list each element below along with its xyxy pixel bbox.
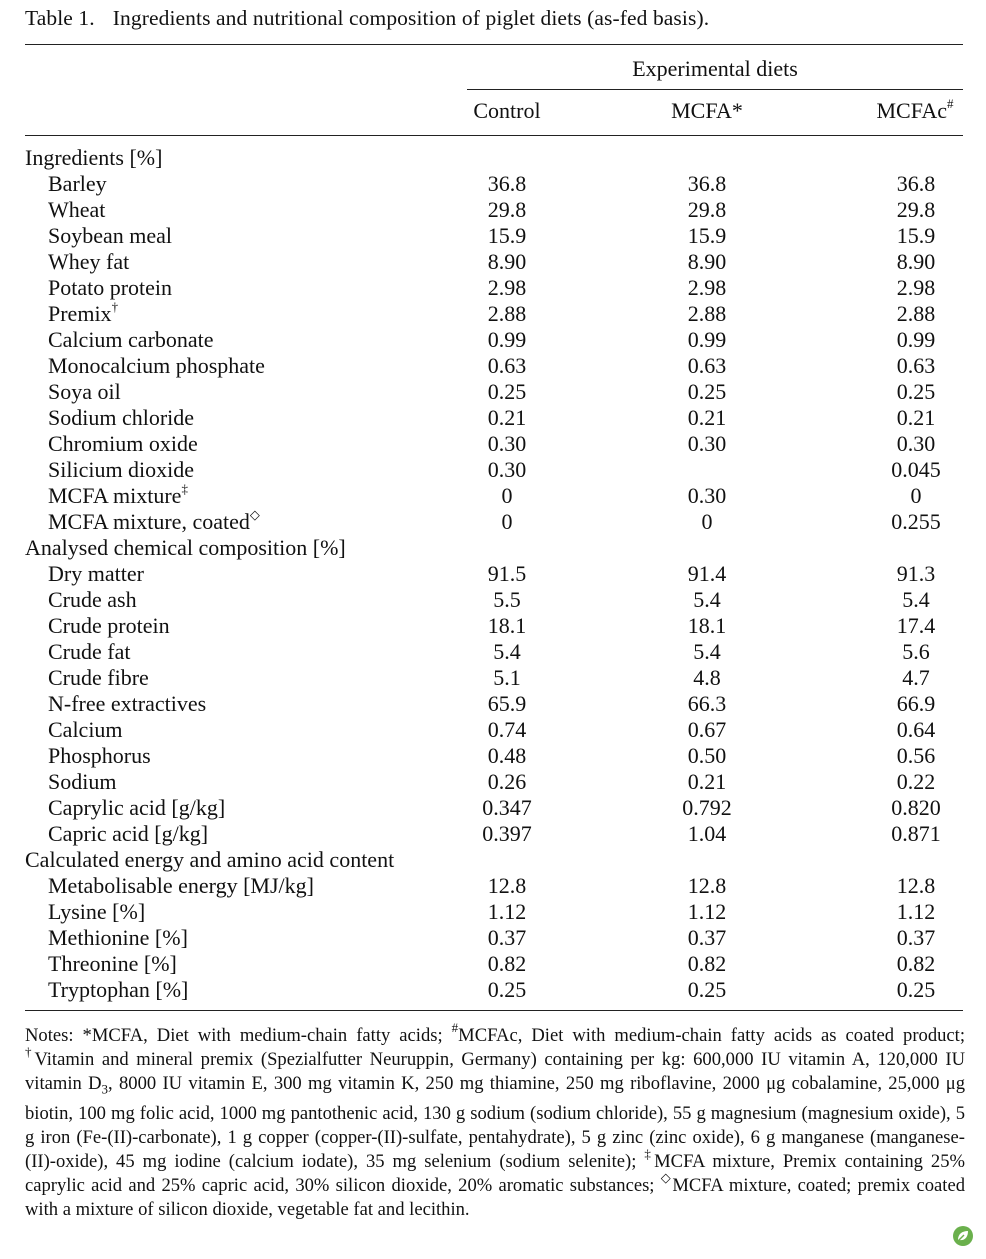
cell-mcfa: 15.9 (687, 223, 727, 248)
cell-mcfac: 0.56 (896, 743, 936, 768)
table-row (25, 613, 985, 639)
section-header-row (25, 847, 985, 873)
table-row (25, 899, 985, 925)
cell-mcfa: 0.67 (687, 717, 727, 742)
cell-control: 65.9 (487, 691, 527, 716)
cell-mcfac: 29.8 (896, 197, 936, 222)
row-label: Dry matter (48, 561, 144, 586)
row-label: Potato protein (48, 275, 173, 300)
row-label: Calculated energy and amino acid content (25, 847, 395, 872)
cell-control: 15.9 (487, 223, 527, 248)
table-row (25, 665, 985, 691)
header-rule (25, 135, 963, 136)
cell-control: 1.12 (487, 899, 527, 924)
bottom-rule (25, 1010, 963, 1011)
row-label: Silicium dioxide (48, 457, 195, 482)
cell-control: 0.21 (487, 405, 527, 430)
cell-mcfa: 0.30 (687, 483, 727, 508)
cell-mcfac: 0.25 (896, 379, 936, 404)
cell-mcfa: 4.8 (693, 665, 721, 690)
table-row (25, 197, 985, 223)
row-label: Chromium oxide (48, 431, 198, 456)
row-label: Lysine [%] (48, 899, 146, 924)
cell-mcfac: 5.4 (902, 587, 930, 612)
table-row (25, 298, 985, 327)
cell-mcfa: 0.25 (687, 977, 727, 1002)
cell-mcfa: 91.4 (687, 561, 727, 586)
row-label: Soya oil (48, 379, 121, 404)
row-label: Tryptophan [%] (48, 977, 189, 1002)
cell-mcfac: 0.64 (896, 717, 936, 742)
leaf-badge-icon (952, 1225, 974, 1247)
cell-control: 0.397 (482, 821, 532, 846)
row-label: Soybean meal (48, 223, 173, 248)
row-label: Threonine [%] (48, 951, 177, 976)
cell-control: 5.5 (493, 587, 521, 612)
cell-mcfa: 1.04 (687, 821, 727, 846)
experimental-diets-header: Experimental diets (632, 56, 798, 81)
cell-mcfac: 0.871 (891, 821, 941, 846)
cell-mcfa: 66.3 (687, 691, 727, 716)
cell-mcfa: 0.30 (687, 431, 727, 456)
cell-mcfac: 2.88 (896, 301, 936, 326)
row-label: Crude ash (48, 587, 137, 612)
cell-control: 12.8 (487, 873, 527, 898)
top-rule (25, 44, 963, 45)
table-row (25, 925, 985, 951)
cell-control: 0.37 (487, 925, 527, 950)
cell-control: 18.1 (487, 613, 527, 638)
table-row (25, 327, 985, 353)
cell-mcfa: 0 (701, 509, 713, 534)
cell-mcfac: 0.21 (896, 405, 936, 430)
table-body (25, 145, 985, 1003)
table-row (25, 223, 985, 249)
column-header-control: Control (473, 98, 541, 123)
cell-control: 0.25 (487, 379, 527, 404)
cell-mcfa: 0.21 (687, 405, 727, 430)
table-row (25, 249, 985, 275)
cell-mcfa: 1.12 (687, 899, 727, 924)
cell-control: 0.99 (487, 327, 527, 352)
section-header-row (25, 145, 985, 171)
cell-control: 0.48 (487, 743, 527, 768)
column-header-mcfac: MCFAc# (876, 95, 954, 123)
row-label: Capric acid [g/kg] (48, 821, 209, 846)
cell-mcfac: 0.820 (891, 795, 941, 820)
cell-mcfac: 0.22 (896, 769, 936, 794)
cell-mcfac: 0.25 (896, 977, 936, 1002)
cell-mcfa: 0.792 (682, 795, 732, 820)
table-row (25, 821, 985, 847)
row-label: Ingredients [%] (25, 145, 163, 170)
cell-mcfac: 66.9 (896, 691, 936, 716)
cell-mcfac: 1.12 (896, 899, 936, 924)
row-label: MCFA mixture‡ (48, 480, 188, 508)
table-row (25, 431, 985, 457)
row-label: Calcium carbonate (48, 327, 214, 352)
section-header-row (25, 535, 985, 561)
table-row (25, 379, 985, 405)
cell-control: 0.26 (487, 769, 527, 794)
table-row (25, 717, 985, 743)
cell-mcfac: 17.4 (896, 613, 936, 638)
cell-mcfa: 2.98 (687, 275, 727, 300)
row-label: Calcium (48, 717, 123, 742)
cell-mcfa: 0.99 (687, 327, 727, 352)
table-title: Ingredients and nutritional composition of piglet diets (as-fed basis). (112, 6, 710, 30)
table-row (25, 561, 985, 587)
cell-mcfac: 36.8 (896, 171, 936, 196)
cell-mcfac: 0 (910, 483, 922, 508)
cell-control: 0.82 (487, 951, 527, 976)
cell-mcfa: 5.4 (693, 587, 721, 612)
table-row (25, 405, 985, 431)
cell-mcfac: 12.8 (896, 873, 936, 898)
row-label: Phosphorus (48, 743, 151, 768)
cell-control: 0 (501, 509, 513, 534)
cell-mcfa: 12.8 (687, 873, 727, 898)
cell-control: 0.347 (482, 795, 532, 820)
row-label: Sodium chloride (48, 405, 195, 430)
table-row (25, 275, 985, 301)
cell-control: 29.8 (487, 197, 527, 222)
row-label: Whey fat (48, 249, 130, 274)
cell-mcfac: 0.37 (896, 925, 936, 950)
table-row (25, 587, 985, 613)
cell-control: 0.30 (487, 457, 527, 482)
table-row (25, 795, 985, 821)
cell-control: 0.30 (487, 431, 527, 456)
table-notes: Notes: *MCFA, Diet with medium-chain fatty acids; #MCFAc, Diet with medium-chain fatty acids as coated product; †Vitamin and mineral premix (Spezialfutter Neuruppin, Germany) containing per kg: 600,000 IU vitamin A, 120,000 IU vitamin $D_3$, 8000 IU vitamin E, 300 mg vitamin K, 250 mg thiamine, 250 mg riboflavine, 2000 μg cobalamine, 25,000 μg biotin, 100 mg folic acid, 1000 mg pantothenic acid, 130 g sodium (sodium chloride), 55 g magnesium (magnesium oxide), 5 g iron (Fe-(II)-carbonate), 1 g copper (copper-(II)-sulfate, pentahydrate), 5 g zinc (zinc oxide), 6 g manganese (manganese-(II)-oxide), 45 mg iodine (calcium iodate), 35 mg selenium (sodium selenite); ‡MCFA mixture, Premix containing 25% caprylic acid and 25% capric acid, 30% silicon dioxide, 20% aromatic substances; ◇MCFA mixture, coated; premix coated with a mixture of silicon dioxide, vegetable fat and lecithin. (25, 1019, 966, 1220)
cell-mcfa: 2.88 (687, 301, 727, 326)
cell-mcfac: 0.99 (896, 327, 936, 352)
row-label: Analysed chemical composition [%] (25, 535, 346, 560)
cell-mcfac: 4.7 (902, 665, 930, 690)
cell-mcfac: 0.63 (896, 353, 936, 378)
cell-control: 0.74 (487, 717, 527, 742)
cell-control: 2.88 (487, 301, 527, 326)
cell-mcfa: 0.37 (687, 925, 727, 950)
row-label: Crude fat (48, 639, 131, 664)
table-row (25, 977, 985, 1003)
row-label: Monocalcium phosphate (48, 353, 265, 378)
cell-mcfa: 0.21 (687, 769, 727, 794)
row-label: Metabolisable energy [MJ/kg] (48, 873, 314, 898)
table-row (25, 639, 985, 665)
cell-control: 91.5 (487, 561, 527, 586)
cell-mcfa: 29.8 (687, 197, 727, 222)
cell-mcfa: 36.8 (687, 171, 727, 196)
group-rule (467, 89, 963, 90)
row-label: Wheat (48, 197, 106, 222)
table-label: Table 1. (25, 6, 95, 30)
row-label: Caprylic acid [g/kg] (48, 795, 226, 820)
row-label: Sodium (48, 769, 117, 794)
cell-control: 5.4 (493, 639, 521, 664)
cell-mcfac: 5.6 (902, 639, 930, 664)
table-row (25, 951, 985, 977)
cell-mcfac: 0.045 (891, 457, 941, 482)
cell-mcfac: 8.90 (896, 249, 936, 274)
table-row (25, 480, 985, 509)
cell-mcfac: 0.30 (896, 431, 936, 456)
row-label: N-free extractives (48, 691, 207, 716)
cell-control: 8.90 (487, 249, 527, 274)
row-label: Crude protein (48, 613, 170, 638)
table-caption (25, 6, 709, 31)
row-label: Premix† (48, 298, 119, 326)
table-row (25, 353, 985, 379)
cell-mcfac: 0.82 (896, 951, 936, 976)
cell-mcfa: 8.90 (687, 249, 727, 274)
cell-mcfa: 0.82 (687, 951, 727, 976)
cell-mcfa: 0.25 (687, 379, 727, 404)
table-row (25, 691, 985, 717)
cell-control: 2.98 (487, 275, 527, 300)
table-row (25, 769, 985, 795)
cell-mcfa: 0.63 (687, 353, 727, 378)
cell-mcfa: 18.1 (687, 613, 727, 638)
row-label: Methionine [%] (48, 925, 188, 950)
column-header-mcfa: MCFA* (671, 98, 743, 123)
cell-control: 5.1 (493, 665, 521, 690)
cell-mcfac: 2.98 (896, 275, 936, 300)
table-row (25, 873, 985, 899)
table-row (25, 506, 985, 535)
row-label: MCFA mixture, coated◇ (48, 506, 260, 534)
cell-mcfac: 15.9 (896, 223, 936, 248)
cell-mcfac: 0.255 (891, 509, 941, 534)
cell-mcfac: 91.3 (896, 561, 936, 586)
cell-control: 0 (501, 483, 513, 508)
table-row (25, 171, 985, 197)
cell-mcfa: 0.50 (687, 743, 727, 768)
row-label: Crude fibre (48, 665, 149, 690)
table-row (25, 743, 985, 769)
table-row (25, 457, 985, 483)
cell-control: 0.63 (487, 353, 527, 378)
row-label: Barley (48, 171, 107, 196)
cell-control: 36.8 (487, 171, 527, 196)
cell-mcfa: 5.4 (693, 639, 721, 664)
cell-control: 0.25 (487, 977, 527, 1002)
